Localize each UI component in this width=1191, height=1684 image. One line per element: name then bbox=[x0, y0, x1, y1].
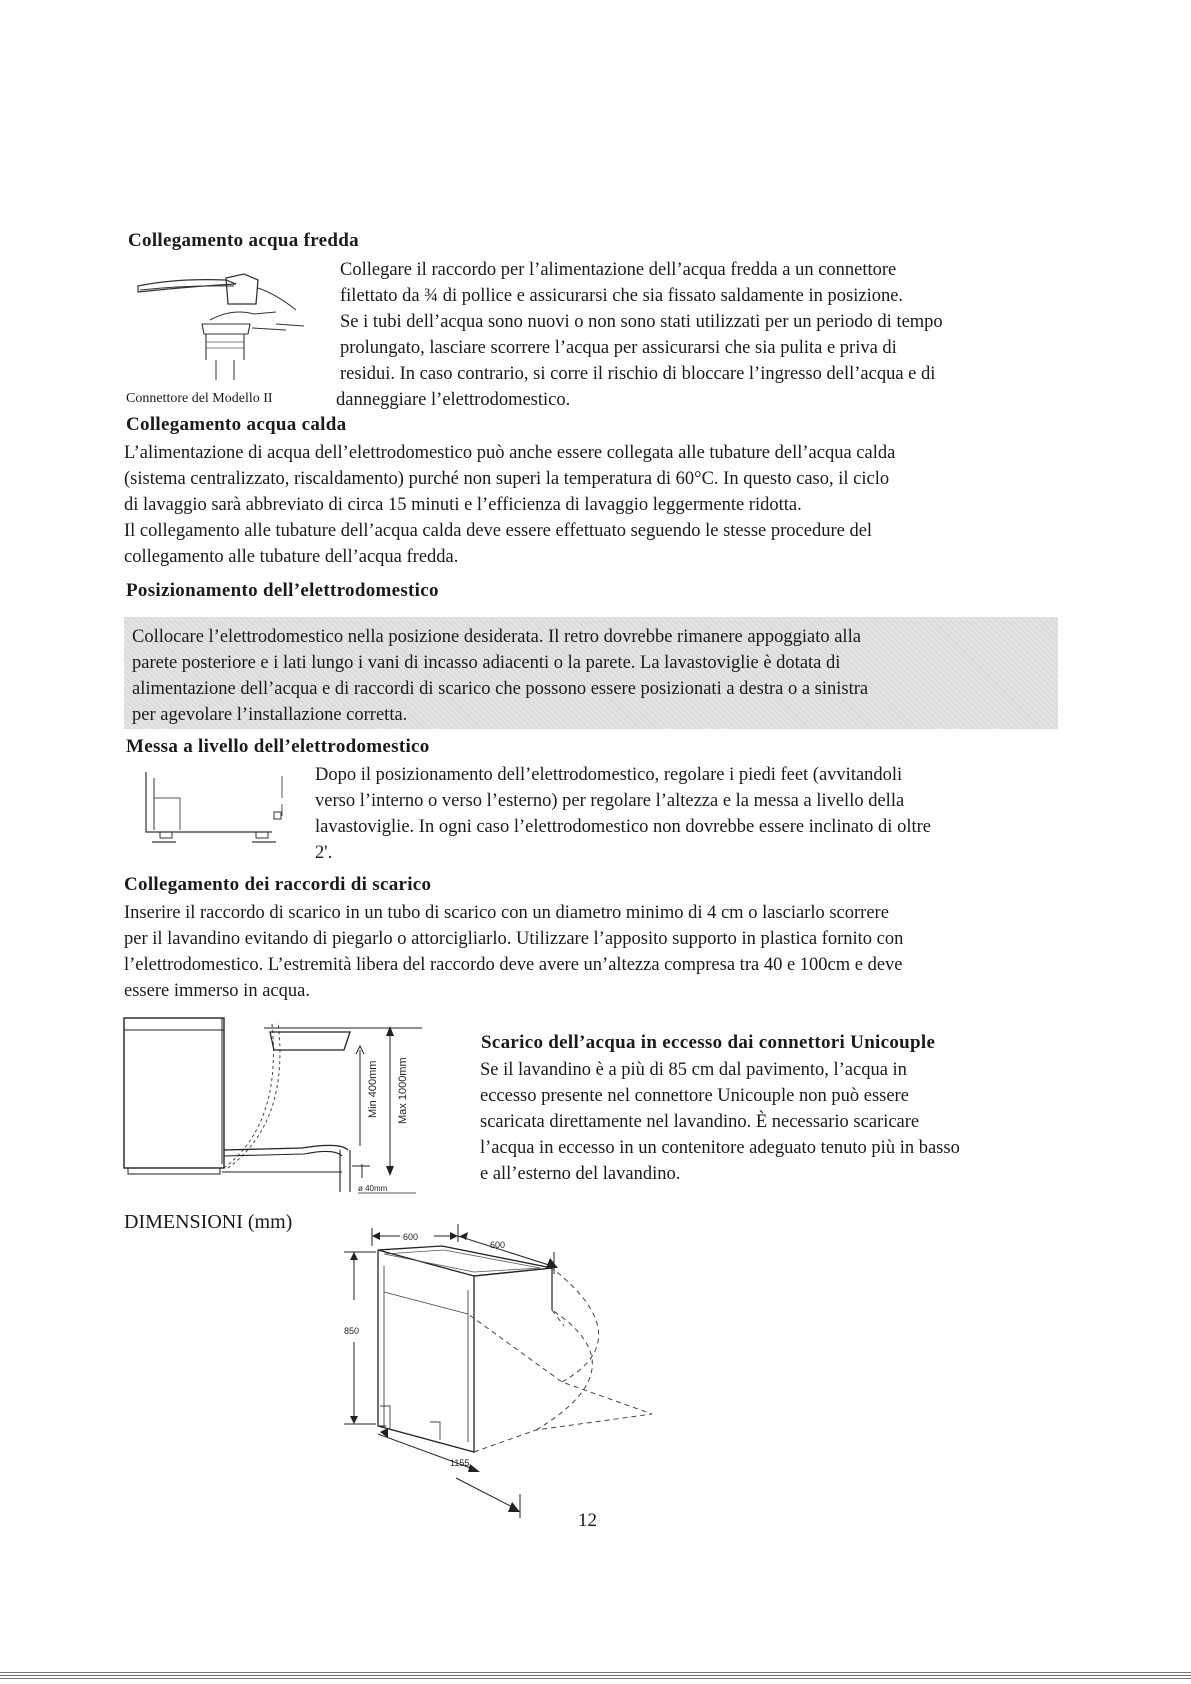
cold-line-3: Se i tubi dell’acqua sono nuovi o non sono stati utilizzati per un periodo di tempo bbox=[340, 312, 943, 332]
page-number: 12 bbox=[578, 1510, 597, 1531]
levelling-feet-illustration bbox=[140, 770, 295, 850]
excess-line-3: scaricata direttamente nel lavandino. È necessario scaricare bbox=[480, 1112, 920, 1132]
cold-water-heading: Collegamento acqua fredda bbox=[128, 230, 359, 251]
positioning-heading: Posizionamento dell’elettrodomestico bbox=[126, 580, 439, 601]
level-line-4: 2'. bbox=[315, 843, 333, 863]
height-label: 850 bbox=[344, 1326, 360, 1336]
dimensions-diagram bbox=[340, 1218, 660, 1518]
width-label: 600 bbox=[403, 1232, 419, 1242]
tap-connector-illustration bbox=[136, 268, 306, 383]
cold-line-6: danneggiare l’elettrodomestico. bbox=[336, 390, 571, 410]
cold-line-4: prolungato, lasciare scorrere l’acqua per assicurarsi che sia pulita e priva di bbox=[340, 338, 897, 358]
drain-line-3: l’elettrodomestico. L’estremità libera del raccordo deve avere un’altezza compresa tra 40 e 100cm e deve bbox=[124, 955, 903, 975]
dimensions-title: DIMENSIONI (mm) bbox=[124, 1211, 293, 1233]
excess-water-text bbox=[480, 1057, 960, 1187]
open-depth-label: 1155 bbox=[450, 1458, 470, 1468]
drain-line-4: essere immerso in acqua. bbox=[124, 981, 310, 1001]
levelling-text bbox=[315, 762, 931, 866]
level-line-3: lavastoviglie. In ogni caso l’elettrodomestico non dovrebbe essere inclinato di oltre bbox=[315, 817, 931, 837]
hot-line-1: L’alimentazione di acqua dell’elettrodomestico può anche essere collegata alle tubature dell’acqua calda bbox=[124, 443, 896, 463]
drain-line-1: Inserire il raccordo di scarico in un tubo di scarico con un diametro minimo di 4 cm o lasciarlo scorrere bbox=[124, 903, 889, 923]
cold-line-5: residui. In caso contrario, si corre il rischio di bloccare l’ingresso dell’acqua e di bbox=[340, 364, 936, 384]
drain-text bbox=[124, 900, 903, 1004]
drain-line-2: per il lavandino evitando di piegarlo o attorcigliarlo. Utilizzare l’apposito supporto in plastica fornito con bbox=[124, 929, 904, 949]
cold-line-1: Collegare il raccordo per l’alimentazione dell’acqua fredda a un connettore bbox=[340, 260, 897, 280]
levelling-heading: Messa a livello dell’elettrodomestico bbox=[126, 736, 430, 757]
level-line-1: Dopo il posizionamento dell’elettrodomestico, regolare i piedi feet (avvitandoli bbox=[315, 765, 903, 785]
hot-line-4: Il collegamento alle tubature dell’acqua calda deve essere effettuato seguendo le stesse procedure del bbox=[124, 521, 873, 541]
position-line-3: alimentazione dell’acqua e di raccordi di scarico che possono essere posizionati a destra o a sinistra bbox=[132, 679, 869, 699]
hot-water-heading: Collegamento acqua calda bbox=[126, 414, 347, 435]
drain-hose-diagram bbox=[122, 1014, 422, 1194]
max-height-label: Max 1000mm bbox=[397, 1057, 409, 1124]
min-height-label: Min 400mm bbox=[367, 1060, 379, 1118]
excess-line-2: eccesso presente nel connettore Unicouple non può essere bbox=[480, 1086, 909, 1106]
position-line-2: parete posteriore e i lati lungo i vani di incasso adiacenti o la parete. La lavastoviglie è dotata di bbox=[132, 653, 841, 673]
excess-line-1: Se il lavandino è a più di 85 cm dal pavimento, l’acqua in bbox=[480, 1060, 907, 1080]
pipe-diameter-label: ø 40mm bbox=[358, 1184, 388, 1193]
excess-line-4: l’acqua in eccesso in un contenitore adeguato tenuto più in basso bbox=[480, 1138, 960, 1158]
hot-line-5: collegamento alle tubature dell’acqua fredda. bbox=[124, 547, 459, 567]
position-line-1: Collocare l’elettrodomestico nella posizione desiderata. Il retro dovrebbe rimanere appoggiato alla bbox=[132, 627, 861, 647]
drain-heading: Collegamento dei raccordi di scarico bbox=[124, 874, 432, 895]
cold-water-text bbox=[336, 257, 943, 413]
cold-line-2: filettato da ¾ di pollice e assicurarsi che sia fissato saldamente in posizione. bbox=[340, 286, 904, 306]
excess-line-5: e all’esterno del lavandino. bbox=[480, 1164, 681, 1184]
excess-water-heading: Scarico dell’acqua in eccesso dai connettori Unicouple bbox=[481, 1032, 936, 1053]
positioning-shaded-box bbox=[124, 617, 1058, 729]
hot-line-3: di lavaggio sarà abbreviato di circa 15 minuti e l’efficienza di lavaggio leggermente ridotta. bbox=[124, 495, 802, 515]
positioning-text bbox=[124, 617, 1058, 728]
hot-water-text bbox=[124, 440, 895, 570]
connector-caption: Connettore del Modello II bbox=[126, 391, 273, 406]
bottom-scan-rule bbox=[0, 1672, 1191, 1680]
hot-line-2: (sistema centralizzato, riscaldamento) purché non superi la temperatura di 60°C. In questo caso, il ciclo bbox=[124, 469, 890, 489]
level-line-2: verso l’interno o verso l’esterno) per regolare l’altezza e la messa a livello della bbox=[315, 791, 905, 811]
depth-label: 600 bbox=[490, 1240, 506, 1250]
position-line-4: per agevolare l’installazione corretta. bbox=[132, 705, 408, 725]
